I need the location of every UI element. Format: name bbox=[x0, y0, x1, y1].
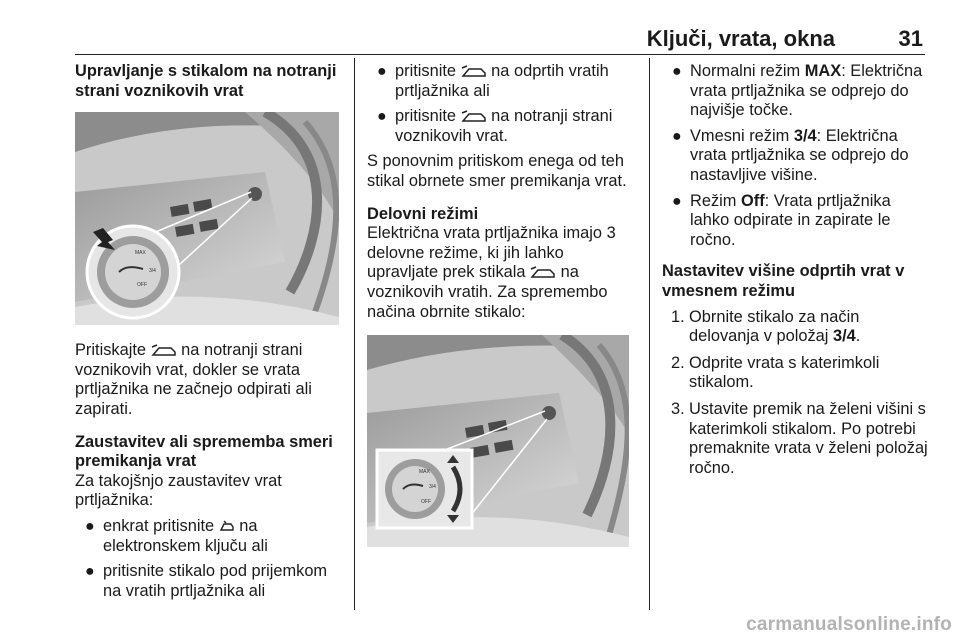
list-item: ● enkrat pritisnite na elektronskem ključu ali bbox=[85, 516, 268, 555]
tailgate-icon bbox=[461, 65, 487, 79]
list-item: 3. Ustavite premik na želeni višini s katerimkoli stikalom. Po potrebi premaknite vrata v želeni položaj ročno. bbox=[671, 399, 928, 477]
svg-text:MAX: MAX bbox=[135, 250, 146, 257]
watermark: carmanualsonline.info bbox=[746, 614, 952, 635]
section-heading: Nastavitev višine odprtih vrat v vmesnem režimu bbox=[662, 262, 905, 300]
driver-door-switch-illustration bbox=[75, 112, 339, 325]
svg-text:OFF: OFF bbox=[137, 282, 147, 289]
column-2 bbox=[367, 62, 639, 547]
paragraph: Pritiskajte na notranji strani voznikovih vrat, dokler se vrata prtljažnika ne začnejo odpirati ali zapirati. bbox=[75, 341, 312, 418]
svg-text:OFF: OFF bbox=[421, 499, 431, 506]
svg-text:3/4: 3/4 bbox=[429, 484, 436, 491]
paragraph: Za takojšnjo zaustavitev vrat prtljažnika: bbox=[75, 471, 282, 510]
list-item: ● pritisnite na notranji strani voznikovih vrat. bbox=[377, 107, 613, 145]
column-divider bbox=[354, 58, 355, 610]
section-heading: Zaustavitev ali sprememba smeri premikanja vrat bbox=[75, 432, 333, 471]
bullet-list bbox=[75, 517, 343, 601]
mode-dial-illustration bbox=[367, 335, 629, 547]
page-header bbox=[75, 0, 925, 55]
key-tailgate-icon bbox=[219, 520, 235, 534]
bullet-list bbox=[367, 62, 639, 146]
list-item: 2. Odprite vrata s katerimkoli stikalom. bbox=[671, 353, 880, 392]
svg-text:3/4: 3/4 bbox=[149, 268, 156, 275]
tailgate-icon bbox=[461, 110, 487, 124]
bullet-list bbox=[662, 62, 932, 250]
column-1 bbox=[75, 62, 343, 607]
svg-text:MAX: MAX bbox=[419, 469, 430, 476]
column-3 bbox=[662, 62, 932, 485]
paragraph: Električna vrata prtljažnika imajo 3 delovne režime, ki jih lahko upravljate prek stikala na voznikovih vratih. Za spremembo načina obrnite stikalo: bbox=[367, 224, 616, 321]
list-item: ● Vmesni režim 3/4: Električna vrata prtljažnika se odprejo do nastavljive višine. bbox=[672, 126, 909, 184]
list-item: ● Režim Off: Vrata prtljažnika lahko odpirate in zapirate le ročno. bbox=[672, 191, 891, 249]
tailgate-icon bbox=[530, 266, 556, 280]
tailgate-icon bbox=[151, 344, 177, 358]
section-heading: Upravljanje s stikalom na notranji strani voznikovih vrat bbox=[75, 62, 337, 100]
list-item: ● pritisnite stikalo pod prijemkom na vratih prtljažnika ali bbox=[85, 562, 328, 600]
column-divider bbox=[649, 58, 650, 610]
list-item: ● pritisnite na odprtih vratih prtljažnika ali bbox=[377, 62, 609, 100]
numbered-list bbox=[662, 308, 932, 479]
page-number: 31 bbox=[898, 26, 923, 51]
paragraph: S ponovnim pritiskom enega od teh stikal obrnete smer premikanja vrat. bbox=[367, 152, 627, 190]
section-heading: Delovni režimi bbox=[367, 204, 479, 223]
list-item: 1. Obrnite stikalo za način delovanja v položaj 3/4. bbox=[671, 307, 861, 346]
list-item: ● Normalni režim MAX: Električna vrata prtljažnika se odprejo do najvišje točke. bbox=[672, 62, 923, 120]
header-title: Ključi, vrata, okna bbox=[646, 26, 835, 51]
